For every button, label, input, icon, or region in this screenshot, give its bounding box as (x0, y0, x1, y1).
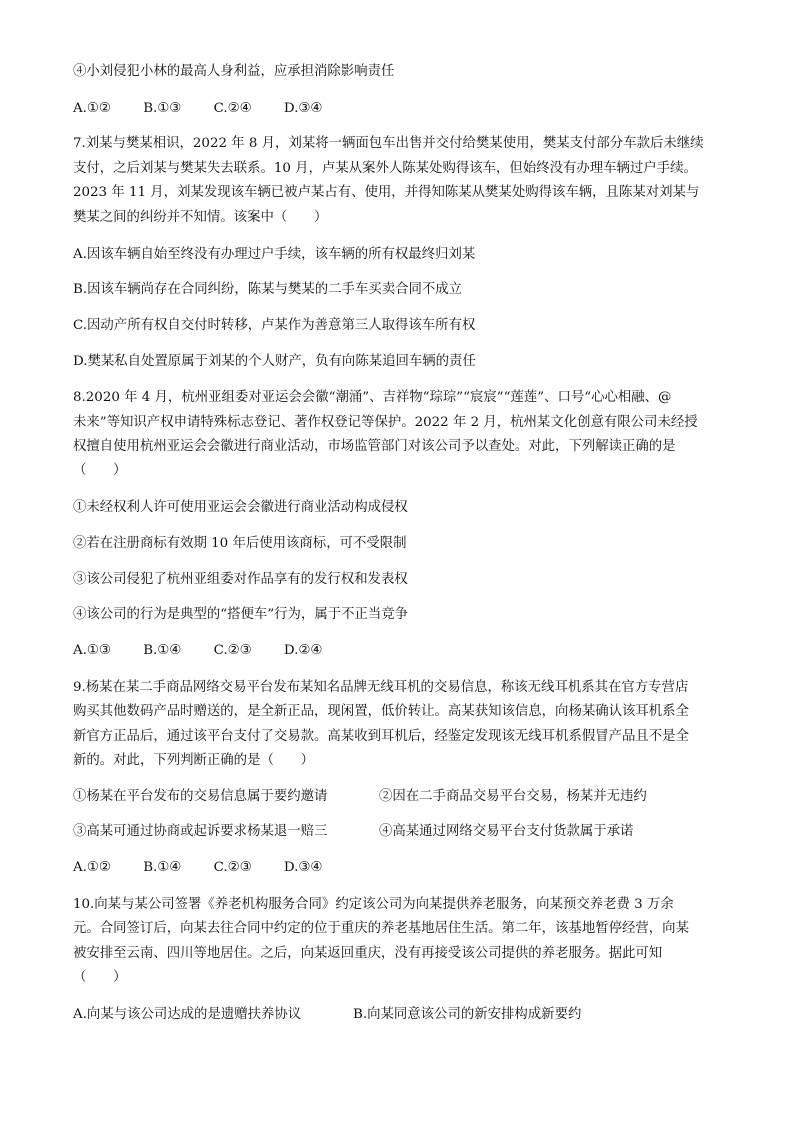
q9-option-b[interactable]: B.①④ (143, 860, 182, 875)
q9-statements-row-2 (73, 823, 634, 841)
q9-statement-4: ④高某通过网络交易平台支付货款属于承诺 (379, 824, 634, 839)
q7-option-c[interactable]: C.因动产所有权自交付时转移，卢某作为善意第三人取得该车所有权 (73, 318, 476, 333)
q10-options-row (73, 1006, 582, 1024)
q10-stem-line-4: （ ） (73, 970, 127, 985)
q8-option-b[interactable]: B.①④ (143, 643, 182, 658)
q9-stem-line-3: 新官方正品后，通过该平台支付了交易款。高某收到耳机后，经鉴定发现该无线耳机系假冒产品且不是全 (73, 729, 689, 744)
q10-option-a[interactable]: A.向某与该公司达成的是遗赠扶养协议 (73, 1007, 302, 1022)
q6-options (73, 100, 350, 118)
q7-stem-line-2: 支付，之后刘某与樊某失去联系。10 月，卢某从案外人陈某处购得该车，但始终没有办理车辆过户手续。 (73, 161, 697, 176)
q9-stem-line-1: 9.杨某在某二手商品网络交易平台发布某知名品牌无线耳机的交易信息，称该无线耳机系其在官方专营店 (73, 680, 689, 695)
q7-stem-line-3: 2023 年 11 月，刘某发现该车辆已被卢某占有、使用，并得知陈某从樊某处购得该车辆，且陈某对刘某与 (73, 185, 700, 200)
q9-option-a[interactable]: A.①② (73, 860, 111, 875)
q8-stem-line-1: 8.2020 年 4 月，杭州亚组委对亚运会会徽“潮涌”、吉祥物“琮琮”“宸宸”“莲莲”、口号“心心相融、@ (73, 390, 672, 405)
q9-statements-row-1 (73, 788, 647, 806)
q9-options (73, 859, 350, 877)
q10-stem-line-1: 10.向某与某公司签署《养老机构服务合同》约定该公司为向某提供养老服务，向某预交养老费 3 万余 (73, 897, 674, 912)
q8-options (73, 642, 350, 660)
q8-stem-line-2: 未来”等知识产权申请特殊标志登记、著作权登记等保护。2022 年 2 月，杭州某文化创意有限公司未经授 (73, 415, 698, 430)
q6-option-a[interactable]: A.①② (73, 101, 111, 116)
q7-option-a[interactable]: A.因该车辆自始至终没有办理过户手续，该车辆的所有权最终归刘某 (73, 247, 476, 262)
q8-statement-2: ②若在注册商标有效期 10 年后使用该商标，可不受限制 (73, 536, 407, 551)
q9-stem-line-2: 购买其他数码产品时赠送的，是全新正品，现闲置，低价转让。高某获知该信息，向杨某确认该耳机系全 (73, 704, 689, 719)
q8-stem-line-4: （ ） (73, 463, 127, 478)
q7-option-b[interactable]: B.因该车辆尚存在合同纠纷，陈某与樊某的二手车买卖合同不成立 (73, 282, 463, 297)
q6-option-d[interactable]: D.③④ (283, 101, 323, 116)
q6-option-b[interactable]: B.①③ (143, 101, 182, 116)
q9-statement-1: ①杨某在平台发布的交易信息属于要约邀请 (73, 789, 328, 804)
q10-stem-line-3: 被安排至云南、四川等地居住。之后，向某返回重庆，没有再接受该公司提供的养老服务。据此可知 (73, 946, 663, 961)
q7-option-d[interactable]: D.樊某私自处置原属于刘某的个人财产，负有向陈某追回车辆的责任 (73, 354, 476, 369)
q8-statement-4: ④该公司的行为是典型的“搭便车”行为，属于不正当竞争 (73, 607, 409, 622)
q7-stem-line-1: 7.刘某与樊某相识，2022 年 8 月，刘某将一辆面包车出售并交付给樊某使用，樊某支付部分车款后未继续 (73, 136, 704, 151)
q7-stem-line-4: 樊某之间的纠纷并不知情。该案中（ ） (73, 210, 328, 225)
q8-statement-1: ①未经权利人许可使用亚运会会徽进行商业活动构成侵权 (73, 500, 408, 515)
q9-statement-2: ②因在二手商品交易平台交易，杨某并无违约 (379, 789, 647, 804)
q8-option-d[interactable]: D.②④ (283, 643, 323, 658)
q6-statement-4: ④小刘侵犯小林的最高人身利益，应承担消除影响责任 (73, 64, 395, 79)
q8-stem-line-3: 权擅自使用杭州亚运会会徽进行商业活动，市场监管部门对该公司予以查处。对此，下列解读正确的是 (73, 439, 676, 454)
q9-option-d[interactable]: D.③④ (283, 860, 323, 875)
q8-option-c[interactable]: C.②③ (213, 643, 252, 658)
q9-statement-3: ③高某可通过协商或起诉要求杨某退一赔三 (73, 824, 328, 839)
q10-stem-line-2: 元。合同签订后，向某去往合同中约定的位于重庆的养老基地居住生活。第二年，该基地暂停经营，向某 (73, 921, 689, 936)
q10-option-b[interactable]: B.向某同意该公司的新安排构成新要约 (353, 1007, 582, 1022)
q8-option-a[interactable]: A.①③ (73, 643, 111, 658)
q6-option-c[interactable]: C.②④ (213, 101, 252, 116)
q9-option-c[interactable]: C.②③ (213, 860, 252, 875)
q9-stem-line-4: 新的。对此，下列判断正确的是（ ） (73, 753, 315, 768)
q8-statement-3: ③该公司侵犯了杭州亚组委对作品享有的发行权和发表权 (73, 572, 408, 587)
